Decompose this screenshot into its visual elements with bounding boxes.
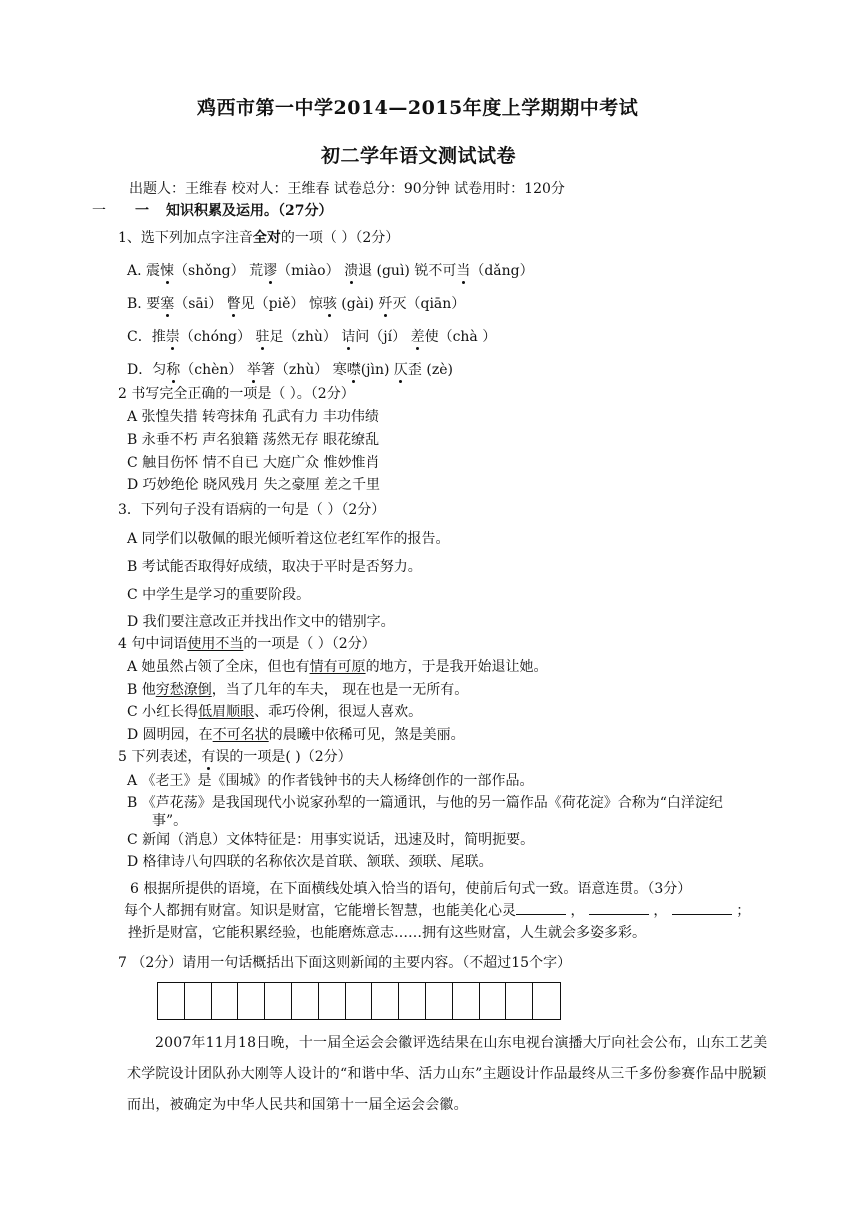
q1-stem-pre: 1、选下列加点字注音 xyxy=(118,230,253,246)
question-2-option-a: A 张惶失措 转弯抹角 孔武有力 丰功伟绩 xyxy=(127,409,379,425)
question-1-option-a xyxy=(127,260,534,280)
text: 的晨曦中依稀可见，煞是美丽。 xyxy=(268,727,465,743)
answer-grid-cell[interactable] xyxy=(158,983,185,1019)
underlined-text: 低眉顺眼 xyxy=(198,704,255,720)
dotted-char: 悚 xyxy=(160,263,175,279)
dotted-char: 诘 xyxy=(341,329,356,345)
dotted-char: 差 xyxy=(410,329,425,345)
answer-blank-1[interactable] xyxy=(516,902,566,915)
question-5-option-c: C 新闻（消息）文体特征是：用事实说话，迅速及时，简明扼要。 xyxy=(127,832,535,848)
dotted-char: 噤 xyxy=(346,362,361,378)
question-7-stem: 7 （2分）请用一句话概括出下面这则新闻的主要内容。（不超过15个字） xyxy=(118,955,572,971)
question-3-option-b: B 考试能否取得好成绩，取决于平时是否努力。 xyxy=(127,559,422,575)
question-6-stem: 6 根据所提供的语境，在下面横线处填入恰当的语句，使前后句式一致。语意连贯。（3分） xyxy=(130,881,692,897)
text: （shǒng） 荒 xyxy=(174,263,264,279)
text: 足（zhù） xyxy=(269,329,342,345)
dotted-char: 歼 xyxy=(378,296,393,312)
answer-blank-3[interactable] xyxy=(672,902,732,915)
answer-grid-cell[interactable] xyxy=(480,983,507,1019)
question-3-stem: 3．下列句子没有语病的一句是（ ）（2分） xyxy=(118,502,386,518)
text: 歪 (zè) xyxy=(407,362,453,378)
question-2-option-b: B 永垂不朽 声名狼籍 荡然无存 眼花缭乱 xyxy=(127,432,380,448)
answer-blank-2[interactable] xyxy=(589,902,649,915)
text: 的地方，于是我开始退让她。 xyxy=(365,659,548,675)
text: （sāi） xyxy=(174,296,227,312)
dotted-char: 驻 xyxy=(255,329,270,345)
dotted-char: 有 xyxy=(201,749,216,765)
question-5-option-b: B 《芦花荡》是我国现代小说家孙犁的一篇通讯，与他的另一篇作品《荷花淀》合称为“白洋淀纪 xyxy=(127,795,723,811)
question-4-option-c xyxy=(127,701,422,721)
text: （chèn） xyxy=(180,362,247,378)
text: 5 下列表述， xyxy=(118,749,202,765)
dotted-char: 称 xyxy=(166,362,181,378)
question-5-option-a: A 《老王》是《围城》的作者钱钟书的夫人杨绛创作的一部作品。 xyxy=(127,773,534,789)
dotted-char: 当 xyxy=(456,263,471,279)
question-5-stem xyxy=(118,746,352,766)
question-1-option-c xyxy=(127,326,496,346)
answer-grid-cell[interactable] xyxy=(346,983,373,1019)
q1-stem-post: 的一项（ ）（2分） xyxy=(280,230,400,246)
answer-grid-cell[interactable] xyxy=(265,983,292,1019)
text: A 她虽然占领了全床，但也有 xyxy=(127,659,310,675)
question-1-stem xyxy=(118,227,399,247)
dotted-char: 塞 xyxy=(160,296,175,312)
question-2-option-c: C 触目伤怀 情不自已 大庭广众 惟妙惟肖 xyxy=(127,455,380,471)
dotted-char: 骇 xyxy=(322,296,337,312)
section-heading: 知识积累及运用。（27分） xyxy=(166,203,333,219)
text: 见（piě） 惊 xyxy=(240,296,323,312)
text: ， xyxy=(570,903,585,919)
answer-grid[interactable] xyxy=(157,982,561,1020)
document-subtitle: 初二学年语文测试试卷 xyxy=(321,145,517,167)
question-6-line-1 xyxy=(124,900,750,920)
text: （chóng） xyxy=(179,329,256,345)
text: A. 震 xyxy=(127,263,161,279)
question-4-stem xyxy=(118,633,376,653)
question-3-option-a: A 同学们以敬佩的眼光倾听着这位老红军作的报告。 xyxy=(127,531,450,547)
text: D．匀 xyxy=(127,362,167,378)
text: 使（chà ） xyxy=(424,329,497,345)
answer-grid-cell[interactable] xyxy=(292,983,319,1019)
underlined-text: 不可名状 xyxy=(212,727,269,743)
dotted-char: 瞥 xyxy=(226,296,241,312)
text: 4 句中词语 xyxy=(118,636,188,652)
section-number-inner: 一 xyxy=(135,203,149,219)
dotted-char: 仄 xyxy=(393,362,408,378)
text: ，当了几年的车夫， 现在也是一无所有。 xyxy=(211,682,469,698)
dotted-char: 崇 xyxy=(165,329,180,345)
text: B 他 xyxy=(127,682,156,698)
text: B. 要 xyxy=(127,296,161,312)
text: 箸（zhù） 寒 xyxy=(260,362,347,378)
question-6-line-2: 挫折是财富，它能积累经验，也能磨炼意志……拥有这些财富，人生就会多姿多彩。 xyxy=(128,925,646,941)
text: ， xyxy=(653,903,668,919)
text: 问（jí） xyxy=(355,329,411,345)
answer-grid-cell[interactable] xyxy=(372,983,399,1019)
underlined-text: 穷愁潦倒 xyxy=(155,682,212,698)
exam-meta: 出题人：王维春 校对人：王维春 试卷总分：90分钟 试卷用时：120分 xyxy=(129,181,565,197)
news-passage: 2007年11月18日晚，十一届全运会会徽评选结果在山东电视台演播大厅向社会公布，山东工艺美术学院设计团队孙大刚等人设计的“和谐中华、活力山东”主题设计作品最终从三千多份参赛作品中脱颖而出，被确定为中华人民共和国第十一届全运会会徽。 xyxy=(127,1035,768,1113)
q1-stem-bold: 全对 xyxy=(252,230,281,246)
question-1-option-d xyxy=(127,359,453,379)
question-5-option-d: D 格律诗八句四联的名称依次是首联、颔联、颈联、尾联。 xyxy=(127,854,493,870)
section-number-outer: 一 xyxy=(92,203,106,219)
dotted-char: 举 xyxy=(246,362,261,378)
answer-grid-cell[interactable] xyxy=(426,983,453,1019)
dotted-char: 谬 xyxy=(263,263,278,279)
text: ； xyxy=(736,903,751,919)
answer-grid-cell[interactable] xyxy=(453,983,480,1019)
text: C 小红长得 xyxy=(127,704,199,720)
text: D 圆明园，在 xyxy=(127,727,213,743)
answer-grid-cell[interactable] xyxy=(533,983,560,1019)
answer-grid-cell[interactable] xyxy=(399,983,426,1019)
text: 的一项是（ ）（2分） xyxy=(243,636,376,652)
dotted-char: 溃 xyxy=(344,263,359,279)
question-4-option-a xyxy=(127,656,548,676)
text: （miào） xyxy=(277,263,345,279)
question-4-option-d xyxy=(127,724,465,744)
question-4-option-b xyxy=(127,679,468,699)
text: 、乖巧伶俐，很逗人喜欢。 xyxy=(254,704,423,720)
text: (gài) xyxy=(336,296,379,312)
underlined-text: 情有可原 xyxy=(309,659,366,675)
answer-grid-cell[interactable] xyxy=(238,983,265,1019)
answer-grid-cell[interactable] xyxy=(319,983,346,1019)
text: 误的一项是( )（2分） xyxy=(215,749,352,765)
question-3-option-d: D 我们要注意改正并找出作文中的错别字。 xyxy=(127,614,395,630)
answer-grid-cell[interactable] xyxy=(185,983,212,1019)
text: (jìn) xyxy=(360,362,394,378)
text: （dǎng） xyxy=(470,263,534,279)
document-title: 鸡西市第一中学2014—2015年度上学期期中考试 xyxy=(197,97,639,119)
text: 退 (guì) 锐不可 xyxy=(358,263,457,279)
text: C．推 xyxy=(127,329,166,345)
answer-grid-cell[interactable] xyxy=(506,983,533,1019)
underlined-text: 使用不当 xyxy=(187,636,244,652)
text: 每个人都拥有财富。知识是财富，它能增长智慧，也能美化心灵 xyxy=(124,903,516,919)
question-5-option-b-cont: 事”。 xyxy=(152,813,188,829)
question-2-stem: 2 书写完全正确的一项是（ ）。（2分） xyxy=(118,386,355,402)
text: 灭（qiān） xyxy=(392,296,466,312)
answer-grid-cell[interactable] xyxy=(212,983,239,1019)
question-3-option-c: C 中学生是学习的重要阶段。 xyxy=(127,587,311,603)
question-1-option-b xyxy=(127,293,465,313)
question-2-option-d: D 巧妙绝伦 晓风残月 失之豪厘 差之千里 xyxy=(127,477,381,493)
